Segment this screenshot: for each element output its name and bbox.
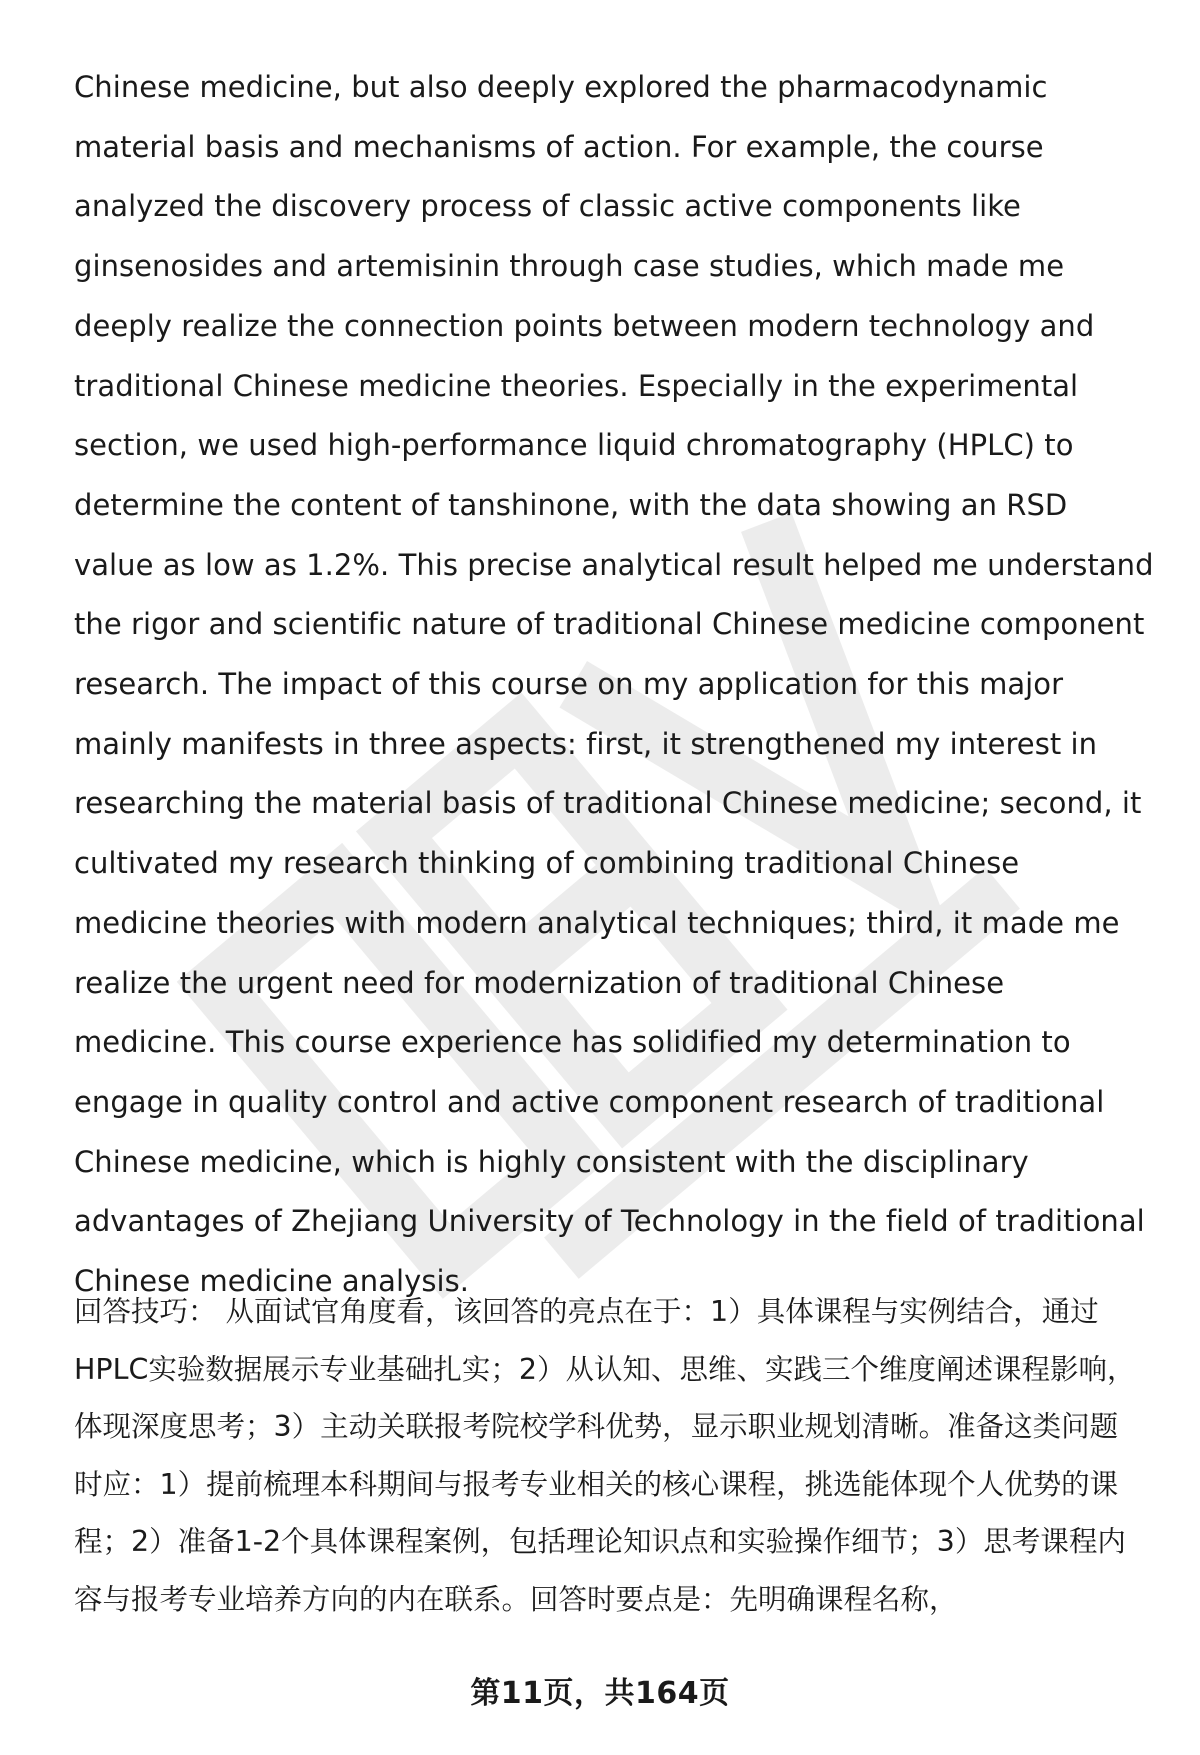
answer-tips-paragraph: 回答技巧： 从面试官角度看，该回答的亮点在于：1）具体课程与实例结合，通过HPLC实验数据展示专业基础扎实；2）从认知、思维、实践三个维度阐述课程影响，体现深度思考；3）主动关联报考院校学科优势，显示职业规划清晰。准备这类问题时应：1）提前梳理本科期间与报考专业相关的核心课程，挑选能体现个人优势的课程；2）准备1-2个具体课程案例，包括理论知识点和实验操作细节；3）思考课程内容与报考专业培养方向的内在联系。回答时要点是：先明确课程名称，: [74, 1295, 1136, 1616]
page-number-footer: 第11页，共164页: [470, 1676, 730, 1711]
body-paragraph: Chinese medicine, but also deeply explored the pharmacodynamic material basis and mechanisms of action. For example, the course analyzed the discovery process of classic active components like ginsenosides and artemisinin through case studies, which made me deeply realize the connection points between modern technology and traditional Chinese medicine theories. Especially in the experimental section, we used high-performance liquid chromatography (HPLC) to determine the content of tanshinone, with the data showing an RSD value as low as 1.2%. This precise analytical result helped me understand the rigor and scientific nature of traditional Chinese medicine component research. The impact of this course on my application for this major mainly manifests in three aspects: first, it strengthened my interest in researching the material basis of traditional Chinese medicine; second, it cultivated my research thinking of combining traditional Chinese medicine theories with modern analytical techniques; third, it made me realize the urgent need for modernization of traditional Chinese medicine. This course experience has solidified my determination to engage in quality control and active component research of traditional Chinese medicine, which is highly consistent with the disciplinary advantages of Zhejiang University of Technology in the field of traditional Chinese medicine analysis.: [74, 70, 1154, 1299]
